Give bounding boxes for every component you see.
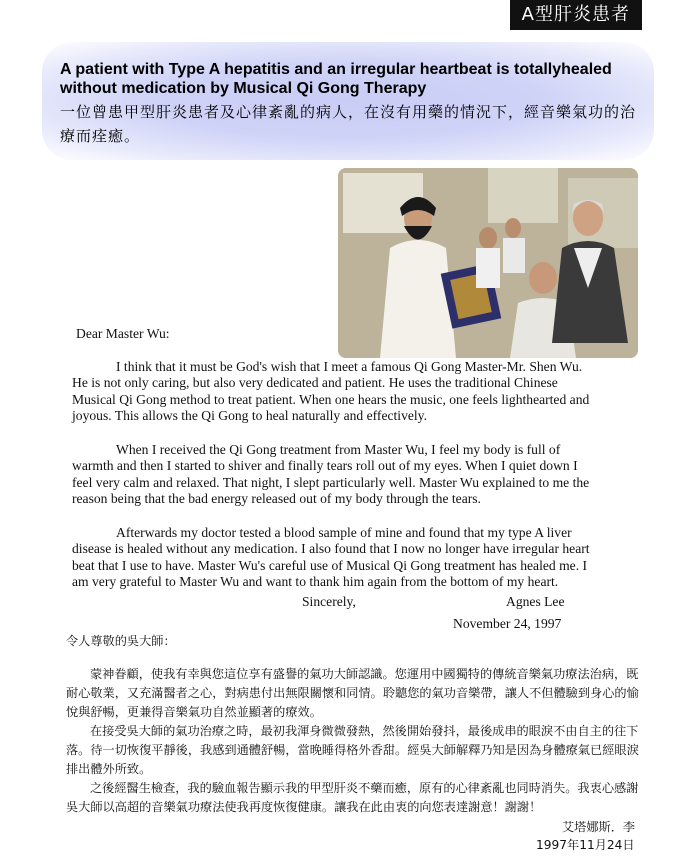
title-english: A patient with Type A hepatitis and an irregular heartbeat is totallyhealed without medication by Musical Qi Gong Therapy	[60, 61, 612, 97]
english-letter	[72, 326, 592, 631]
english-paragraph-2: When I received the Qi Gong treatment from Master Wu, I feel my body is full of warmth and then I started to shiver and finally tears roll out of my eyes. When I quiet down I feel very calm and relaxed. That night, I slept particularly well. Master Wu explained to me the reason being that the bad energy released out of my body through the tears.	[72, 441, 590, 506]
chinese-paragraph-2: 在接受吳大師的氣功治療之時，最初我渾身微微發熱，然後開始發抖，最後成串的眼淚不由自主的往下落。待一切恢復平靜後，我感到通體舒暢，當晚睡得格外香甜。經吳大師解釋乃知是因為身體療氣已經眼淚排出體外所致。	[66, 724, 639, 776]
english-closing: Sincerely,	[302, 593, 356, 609]
chinese-salutation: 令人尊敬的吳大師：	[66, 634, 176, 648]
chinese-signature-block	[536, 818, 656, 854]
section-tag: A型肝炎患者	[510, 0, 642, 30]
chinese-letter	[66, 632, 646, 852]
chinese-paragraph-3: 之後經醫生檢查，我的驗血報告顯示我的甲型肝炎不藥而癒，原有的心律紊亂也同時消失。我衷心感謝吳大師以高超的音樂氣功療法使我再度恢復健康。讓我在此由衷的向您表達謝意！謝謝！	[66, 781, 639, 814]
title-chinese: 一位曾患甲型肝炎患者及心律紊亂的病人，在沒有用藥的情況下，經音樂氣功的治療而痊癒。	[60, 103, 637, 145]
chinese-signature: 艾塔娜斯．李	[562, 820, 636, 834]
chinese-date: 1997年11月24日	[536, 838, 635, 852]
english-signature: Agnes Lee	[506, 593, 565, 609]
chinese-paragraph-1: 蒙神眷顧，使我有幸與您這位享有盛譽的氣功大師認識。您運用中國獨特的傳統音樂氣功療法治病，既耐心敬業，又充滿醫者之心，對病患付出無限關懷和同情。聆聽您的氣功音樂帶，讓人不但體驗到身心的愉悅與舒暢，更兼得音樂氣功自然並顯著的療效。	[66, 667, 639, 719]
english-salutation: Dear Master Wu:	[76, 326, 170, 341]
english-paragraph-1: I think that it must be God's wish that I meet a famous Qi Gong Master-Mr. Shen Wu. He is not only caring, but also very dedicated and patient. He uses the traditional Chinese Musical Qi Gong method to treat patient. When one hears the music, one feels lighthearted and joyous. This allows the Qi Gong to heal naturally and effectively.	[72, 358, 590, 423]
english-date: November 24, 1997	[453, 615, 562, 631]
english-signature-block	[72, 593, 592, 631]
english-paragraph-3: Afterwards my doctor tested a blood sample of mine and found that my type A liver disease is healed without any medication. I also found that I now no longer have irregular heart beat that I use to have. Master Wu's careful use of Musical Qi Gong treatment has healed me. I am very grateful to Master Wu and want to thank him again from the bottom of my heart.	[72, 524, 590, 589]
